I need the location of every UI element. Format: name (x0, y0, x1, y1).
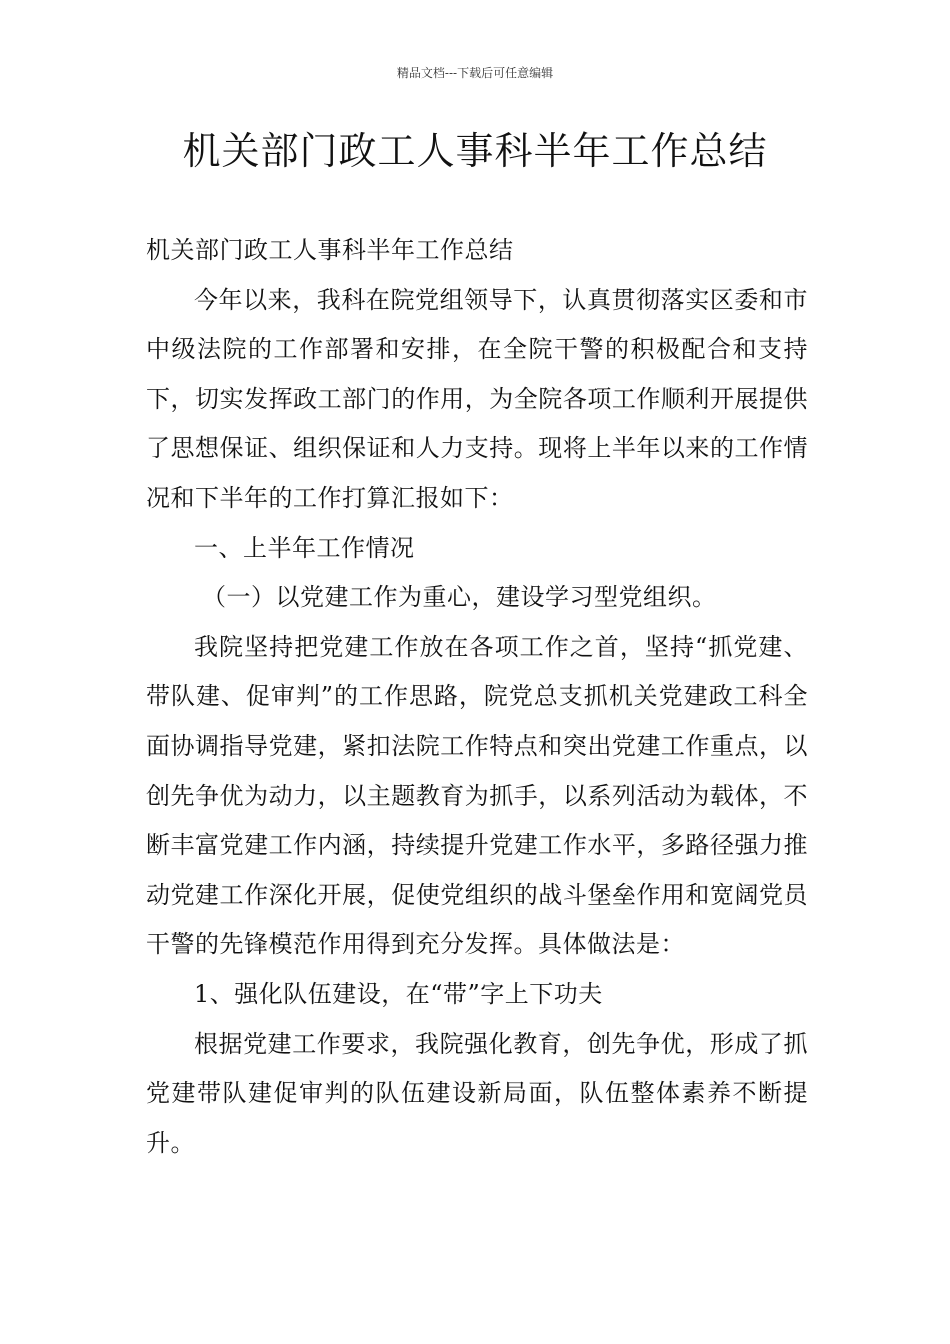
subsection-heading: （一）以党建工作为重心，建设学习型党组织。 (202, 583, 717, 612)
section-heading: 一、上半年工作情况 (194, 533, 415, 562)
document-body (146, 226, 808, 1168)
body-paragraph: 我院坚持把党建工作放在各项工作之首，坚持“抓党建、带队建、促审判”的工作思路，院党总支抓机关党建政工科全面协调指导党建，紧扣法院工作特点和突出党建工作重点，以创先争优为动力，以主题教育为抓手，以系列活动为载体，不断丰富党建工作内涵，持续提升党建工作水平，多路径强力推动党建工作深化开展，促使党组织的战斗堡垒作用和宽阔党员干警的先锋模范作用得到充分发挥。具体做法是： (146, 632, 808, 959)
body-paragraph: 根据党建工作要求，我院强化教育，创先争优，形成了抓党建带队建促审判的队伍建设新局面，队伍整体素养不断提升。 (146, 1029, 808, 1157)
document-title: 机关部门政工人事科半年工作总结 (182, 129, 768, 173)
item-heading: 1、强化队伍建设，在“带”字上下功夫 (194, 979, 603, 1008)
header-note: 精品文档---下载后可任意编辑 (396, 66, 554, 80)
subtitle-paragraph: 机关部门政工人事科半年工作总结 (146, 236, 514, 264)
intro-paragraph: 今年以来，我科在院党组领导下，认真贯彻落实区委和市中级法院的工作部署和安排，在全院干警的积极配合和支持下，切实发挥政工部门的作用，为全院各项工作顺利开展提供了思想保证、组织保证和人力支持。现将上半年以来的工作情况和下半年的工作打算汇报如下： (146, 285, 808, 512)
